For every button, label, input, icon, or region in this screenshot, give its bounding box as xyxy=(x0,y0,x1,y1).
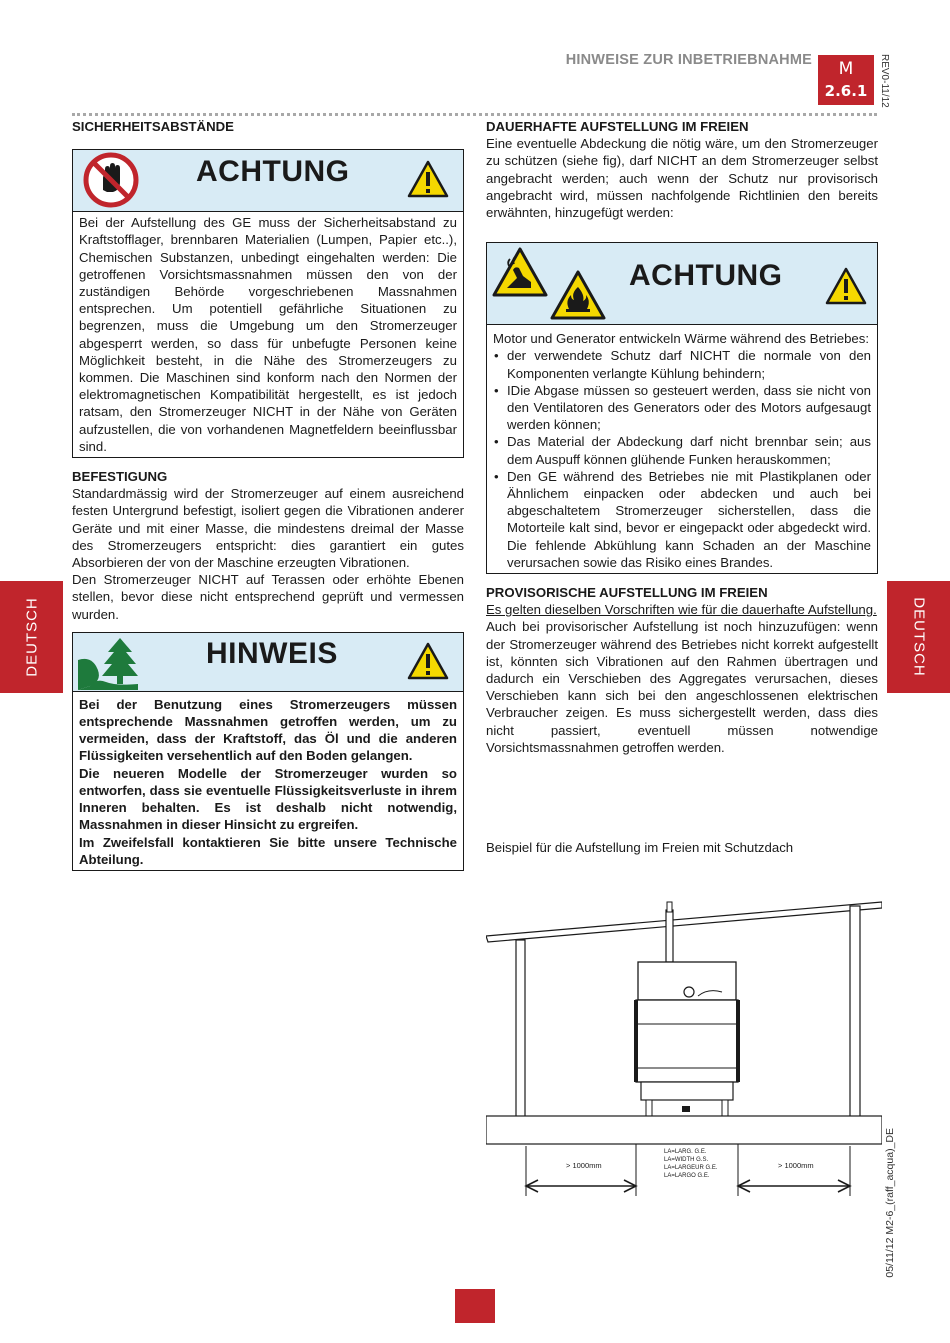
language-tab-right xyxy=(887,581,950,693)
heat-warning-intro: Motor und Generator entwickeln Wärme während des Betriebes: xyxy=(493,331,870,347)
temporary-installation-rule: Es gelten dieselben Vorschriften wie für die dauerhafte Aufstellung. xyxy=(486,602,877,618)
revision-label: REV0-11/12 xyxy=(879,54,890,108)
flammable-warning-icon xyxy=(549,269,607,321)
temporary-installation-text: Auch bei provisorischer Aufstellung ist noch hinzuzufügen: wenn der Stromerzeuger während des Betriebes nicht korrekt aufgestellt ist, könnten sich Vibrationen auf den Rahmen übertragen und dadurch ein Verschieben des Aggregates verursachen, dieses Verschieben kann sich bei den angeschlossenen elektrischen Verbraucher zeigen. Es muss sichergestellt werden, dass dies nicht passiert, eventuell müssen notwendige Vorsichtsmassnahmen getroffen werden. xyxy=(486,619,878,755)
note-box xyxy=(72,632,464,871)
width-label: LA=LARG. G.E. xyxy=(664,1149,707,1155)
warning-title: ACHTUNG xyxy=(629,259,783,293)
warning-text: Bei der Aufstellung des GE muss der Sicherheitsabstand zu Kraftstofflager, brennbaren Materialien (Lumpen, Papier etc..), Chemischen Substanzen, unbedingt eingehalten werden: Die getroffenen Vorsichtsmassnahmen müssen den von der zuständigen Behörde vorgeschriebenen Massnahmen entsprechen. Um potentiell gefährliche Situationen zu begrenzen, muss die Umgebung um den Stromerzeuger abgesperrt werden, so dass für unbefugte Personen keine Möglichkeit besteht, in die Nähe des Stromerzeugers zu kommen. Die Maschinen sind konform nach den Normen der elektromagnetischen Kompatibilität hergestellt, es ist jedoch ratsam, den Stromerzeuger NICHT in der Nähe von Geräten aufzustellen, die von vorhandenen Magnetfeldern beeinflussbar sind. xyxy=(79,215,457,454)
note-paragraph-2: Die neueren Modelle der Stromerzeuger wurden so entworfen, dass sie eventuelle Flüssigkeitsverluste in ihrem Inneren behalten. Es ist deshalb nicht notwendig, Massnahmen in dieser Hinsicht zu ergreifen. xyxy=(79,765,457,833)
section-number: 2.6.1 xyxy=(824,82,868,100)
note-paragraph-1: Bei der Benutzung eines Stromerzeugers müssen entsprechende Massnahmen getroffen werden, um zu vermeiden, dass der Kraftstoff, das Öl und die anderen Flüssigkeiten versehentlich auf den Boden gelangen. xyxy=(79,696,457,764)
width-label: LA=LARGEUR G.E. xyxy=(664,1165,718,1171)
section-letter: M xyxy=(838,59,854,79)
temporary-installation-heading: PROVISORISCHE AUFSTELLUNG IM FREIEN xyxy=(486,585,768,601)
hot-surface-warning-icon xyxy=(491,246,549,298)
no-hands-prohibition-icon xyxy=(83,152,139,208)
section-badge xyxy=(818,55,874,105)
warning-box-heat xyxy=(486,242,878,574)
dimension-left-label: > 1000mm xyxy=(566,1161,602,1170)
note-box-header xyxy=(73,633,463,692)
list-item: • Das Material der Abdeckung darf nicht brennbar sein; aus dem Auspuff können glühende Funken herauskommen; xyxy=(493,433,871,467)
page-marker xyxy=(455,1289,495,1323)
note-title: HINWEIS xyxy=(206,636,338,670)
warning-box-safety xyxy=(72,149,464,458)
safety-distances-heading: SICHERHEITSABSTÄNDE xyxy=(72,119,234,134)
note-paragraph-3: Im Zweifelsfall kontaktieren Sie bitte unsere Technische Abteilung. xyxy=(79,834,457,867)
environment-tree-icon xyxy=(76,636,138,690)
fixing-paragraph-2: Den Stromerzeuger NICHT auf Terassen oder erhöhte Ebenen stellen, bevor diese nicht entsprechend geprüft und vermessen wurden. xyxy=(72,572,464,622)
warning-box-header xyxy=(73,150,463,212)
left-column xyxy=(72,118,464,871)
dimension-right-label: > 1000mm xyxy=(778,1161,814,1170)
warning-triangle-icon xyxy=(825,267,867,305)
page-header-title: HINWEISE ZUR INBETRIEBNAHME xyxy=(565,52,812,68)
header-divider xyxy=(72,113,877,116)
fixing-heading: BEFESTIGUNG xyxy=(72,469,168,485)
warning-title: ACHTUNG xyxy=(196,155,350,189)
language-tab-label: DEUTSCH xyxy=(910,597,927,677)
list-item: • Den GE während des Betriebes nie mit Plastikplanen oder Ähnlichem einpacken oder abdecken und auch bei abgeschaltetem Stromerzeuger sicherstellen, dass die Motorteile kalt sind, bevor er eingepackt oder abgedeckt wird. Die fehlende Abkühlung kann Schaden an der Maschine verursachen sowie das Risiko eines Brandes. xyxy=(493,468,871,571)
right-column xyxy=(486,118,878,756)
language-tab-left xyxy=(0,581,63,693)
list-item: • IDie Abgase müssen so gesteuert werden, dass sie nicht von den Ventilatoren des Generators oder des Motors aufgesaugt werden können; xyxy=(493,382,871,434)
document-code: 05/11/12 M2-6_(raff_acqua)_DE xyxy=(884,1128,896,1278)
width-label: LA=LARGO G.E. xyxy=(664,1173,710,1179)
list-item: • der verwendete Schutz darf NICHT die normale von den Komponenten verlangte Kühlung behindern; xyxy=(493,347,871,381)
warning-triangle-icon xyxy=(407,642,449,680)
language-tab-label: DEUTSCH xyxy=(23,597,40,677)
heat-warning-body xyxy=(487,325,877,573)
canopy-installation-drawing xyxy=(486,880,882,1200)
fixing-paragraph-1: Standardmässig wird der Stromerzeuger auf einem ausreichend festen Untergrund befestigt, isoliert gegen die Vibrationen anderer Geräte und mit einer Masse, die mindestens dreimal der Masse des Stromerzeugers entspricht: dies garantiert ein gutes Absorbieren der von der Maschine erzeugten Vibrationen. xyxy=(72,486,464,571)
permanent-installation-text: Eine eventuelle Abdeckung die nötig wäre, um den Stromerzeuger zu schützen (siehe fig), darf NICHT an dem Stromerzeuger selbst angebracht werden; auch wenn der Schutz nur provisorisch angebracht wird, müssen nachfolgende Richtlinien den bereits erwähnten, hinzugefügt werden: xyxy=(486,136,878,221)
note-text xyxy=(73,692,463,870)
warning-box-header xyxy=(487,243,877,325)
figure-caption: Beispiel für die Aufstellung im Freien mit Schutzdach xyxy=(486,840,794,855)
width-label: LA=WIDTH G.S. xyxy=(664,1157,709,1163)
permanent-installation-heading: DAUERHAFTE AUFSTELLUNG IM FREIEN xyxy=(486,119,749,134)
heat-warning-list xyxy=(493,347,871,571)
warning-triangle-icon xyxy=(407,160,449,198)
